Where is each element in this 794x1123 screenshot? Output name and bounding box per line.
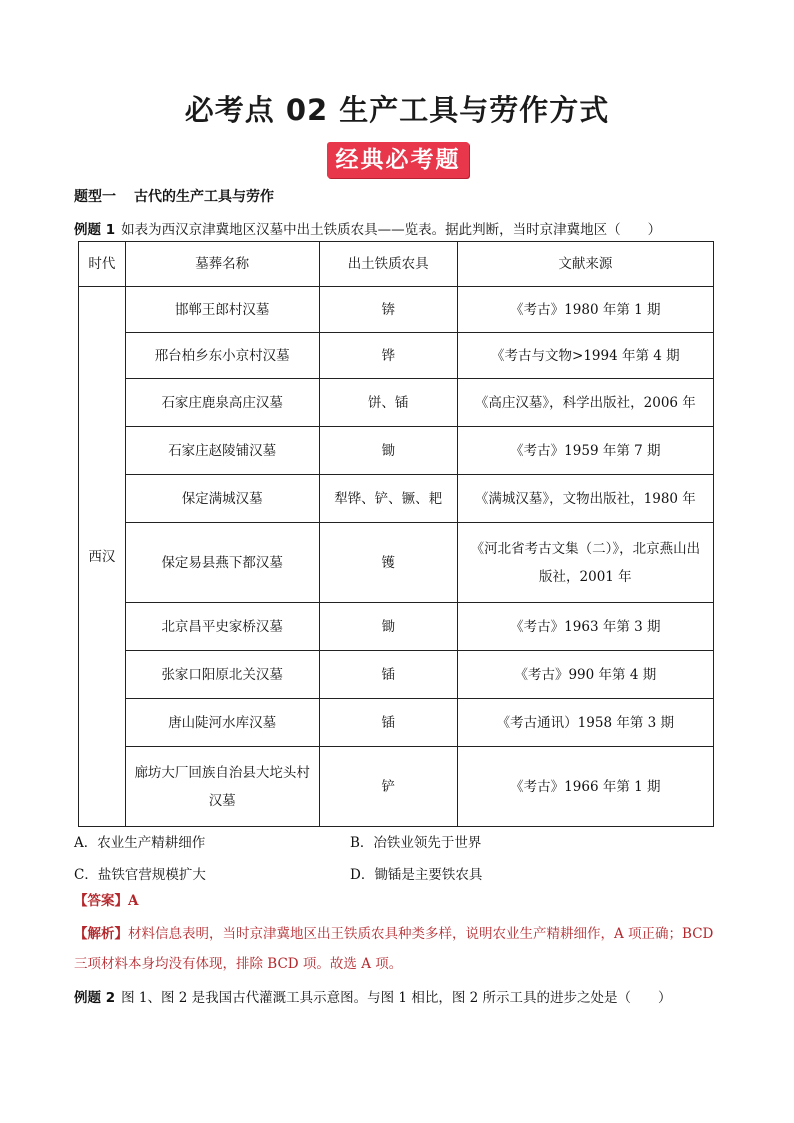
header-tomb: 墓葬名称 <box>125 242 319 287</box>
analysis-block <box>74 919 722 979</box>
tool-cell: 锄 <box>319 603 457 651</box>
option-b: B．冶铁业领先于世界 <box>350 835 482 851</box>
section-badge: 经典必考题 <box>327 142 469 178</box>
question-1-text: 如表为西汉京津冀地区汉墓中出土铁质农具——览表。据此判断，当时京津冀地区（ ） <box>121 222 662 238</box>
option-a: A．农业生产精耕细作 <box>74 835 206 851</box>
table-row <box>79 333 714 379</box>
source-cell: 《满城汉墓》，文物出版社，1980 年 <box>457 475 713 523</box>
tomb-cell: 廊坊大厂回族自治县大坨头村汉墓 <box>125 747 319 827</box>
question-1-label: 例题 1 <box>74 222 116 238</box>
source-cell: 《考古通讯）1958 年第 3 期 <box>457 699 713 747</box>
question-type-label: 题型一 <box>74 189 116 205</box>
source-cell: 《考古》1963 年第 3 期 <box>457 603 713 651</box>
table-row <box>79 603 714 651</box>
source-cell: 《考古》1959 年第 7 期 <box>457 427 713 475</box>
table-header-row <box>79 242 714 287</box>
table-row <box>79 427 714 475</box>
tool-cell: 犁铧、铲、镢、耙 <box>319 475 457 523</box>
table-row <box>79 523 714 603</box>
question-type-heading <box>74 186 274 206</box>
analysis-label: 【解析】 <box>74 926 128 942</box>
tool-cell: 锛 <box>319 287 457 333</box>
answer-line <box>74 886 722 916</box>
analysis-text: 材料信息表明，当时京津冀地区出王铁质农具种类多样，说明农业生产精耕细作，A 项正确；BCD 三项材料本身均没有体现，排除 BCD 项。故选 A 项。 <box>74 926 714 972</box>
source-cell: 《高庄汉墓》，科学出版社，2006 年 <box>457 379 713 427</box>
answer-label: 【答案】 <box>74 893 128 909</box>
header-tool: 出土铁质农具 <box>319 242 457 287</box>
table-row <box>79 699 714 747</box>
page-title: 必考点 02 生产工具与劳作方式 <box>184 93 610 127</box>
tool-cell: 锸 <box>319 651 457 699</box>
source-cell: 《考古》990 年第 4 期 <box>457 651 713 699</box>
tomb-cell: 石家庄赵陵铺汉墓 <box>125 427 319 475</box>
tool-cell: 镬 <box>319 523 457 603</box>
header-era: 时代 <box>79 242 126 287</box>
table-row <box>79 287 714 333</box>
tomb-cell: 邯郸王郎村汉墓 <box>125 287 319 333</box>
tomb-cell: 保定满城汉墓 <box>125 475 319 523</box>
tool-cell: 铧 <box>319 333 457 379</box>
table-row <box>79 651 714 699</box>
tomb-cell: 石家庄鹿泉高庄汉墓 <box>125 379 319 427</box>
answer-value: A <box>128 893 139 909</box>
option-d: D．锄锸是主要铁农具 <box>350 867 483 883</box>
source-cell: 《考古》1980 年第 1 期 <box>457 287 713 333</box>
question-2-text: 图 1、图 2 是我国古代灌溉工具示意图。与图 1 相比，图 2 所示工具的进步之处是（ ） <box>121 990 672 1006</box>
table-row <box>79 747 714 827</box>
tool-table <box>78 241 714 827</box>
tomb-cell: 张家口阳原北关汉墓 <box>125 651 319 699</box>
header-source: 文献来源 <box>457 242 713 287</box>
tool-cell: 锸 <box>319 699 457 747</box>
tool-cell: 饼、锸 <box>319 379 457 427</box>
source-cell: 《考古与文物>1994 年第 4 期 <box>457 333 713 379</box>
tomb-cell: 保定易县燕下都汉墓 <box>125 523 319 603</box>
option-c: C．盐铁官营规模扩大 <box>74 867 206 883</box>
tomb-cell: 唐山陡河水库汉墓 <box>125 699 319 747</box>
question-2 <box>74 986 672 1006</box>
source-cell: 《考古》1966 年第 1 期 <box>457 747 713 827</box>
tomb-cell: 北京昌平史家桥汉墓 <box>125 603 319 651</box>
question-type-text: 古代的生产工具与劳作 <box>134 189 274 205</box>
era-cell: 西汉 <box>79 287 126 827</box>
tomb-cell: 邢台柏乡东小京村汉墓 <box>125 333 319 379</box>
question-1 <box>74 218 661 238</box>
question-2-label: 例题 2 <box>74 990 116 1006</box>
tool-cell: 铲 <box>319 747 457 827</box>
tool-cell: 锄 <box>319 427 457 475</box>
source-cell: 《河北省考古文集（二）》，北京燕山出版社，2001 年 <box>457 523 713 603</box>
table-row <box>79 475 714 523</box>
table-row <box>79 379 714 427</box>
